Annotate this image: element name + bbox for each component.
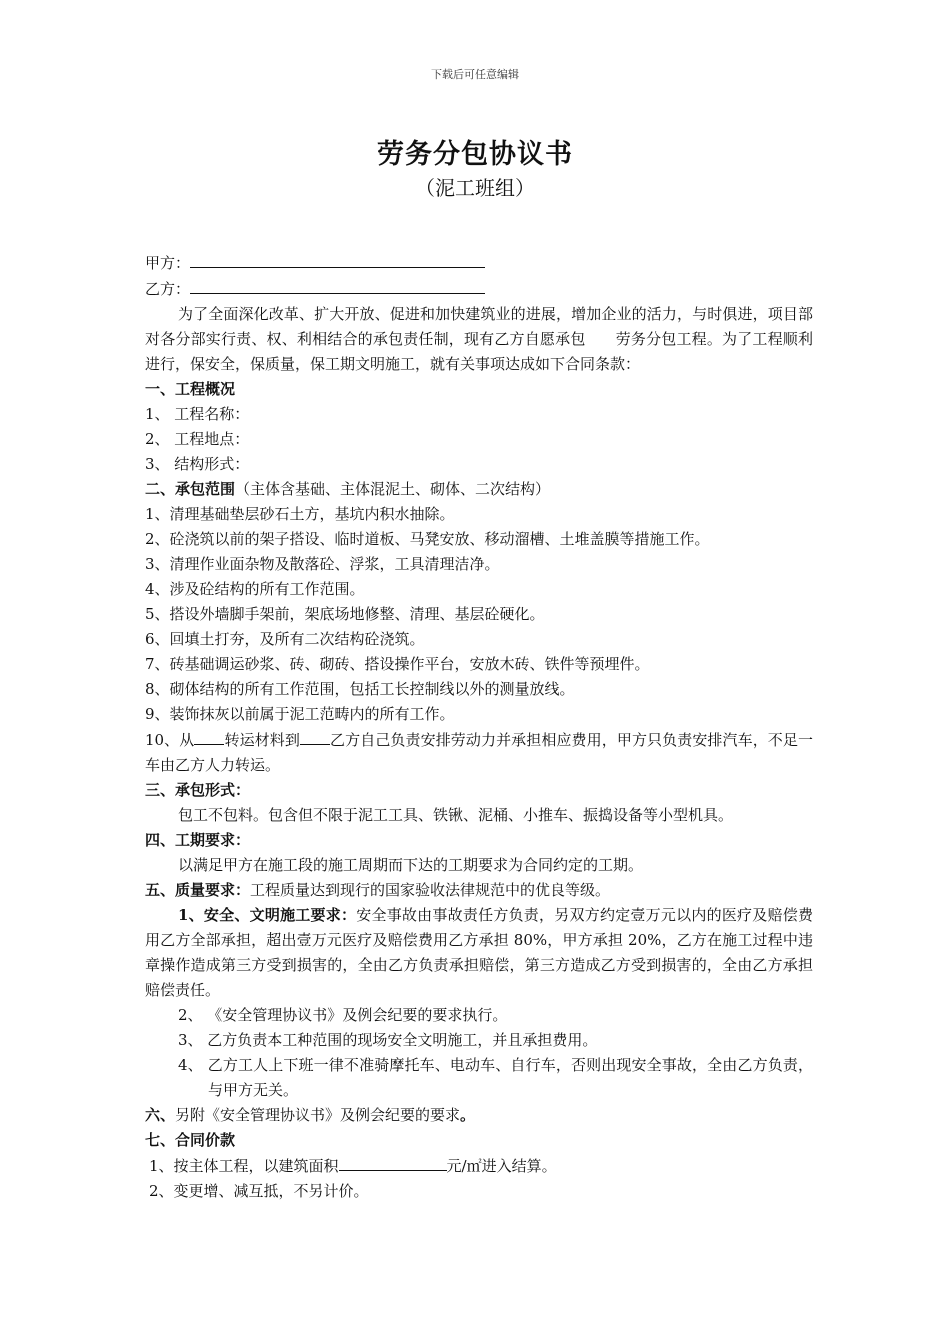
section-5-item-1 [145, 903, 813, 1003]
section-2-heading [145, 477, 813, 502]
section-5-heading [145, 878, 813, 903]
section-1-item-1: 1、 工程名称： [145, 405, 250, 423]
section-2-item: 4、涉及砼结构的所有工作范围。 [145, 580, 365, 598]
section-2-item: 9、装饰抹灰以前属于泥工范畴内的所有工作。 [145, 705, 455, 723]
section-6 [145, 1103, 813, 1128]
section-2-item: 5、搭设外墙脚手架前，架底场地修整、清理、基层砼硬化。 [145, 605, 545, 623]
section-1-title: 一、工程概况 [145, 380, 236, 398]
section-2-item: 8、砌体结构的所有工作范围，包括工长控制线以外的测量放线。 [145, 680, 575, 698]
section-2-item: 1、清理基础垫层砂石土方，基坑内积水抽除。 [145, 505, 455, 523]
item-10-blank-to [300, 727, 330, 745]
party-a-line [145, 250, 813, 276]
section-2-item: 3、清理作业面杂物及散落砼、浮浆，工具清理洁净。 [145, 555, 500, 573]
price-blank [339, 1153, 447, 1171]
section-6-end: 。 [460, 1106, 476, 1124]
party-b-blank [190, 276, 485, 294]
section-6-text: 另附《安全管理协议书》及例会纪要的要求 [175, 1106, 461, 1124]
intro-paragraph [145, 302, 813, 377]
section-2-item: 7、砖基础调运砂浆、砖、砌砖、搭设操作平台，安放木砖、铁件等预埋件。 [145, 655, 650, 673]
section-2-title: 二、承包范围 [145, 480, 236, 498]
section-7-item-2: 2、变更增、减互抵，不另计价。 [149, 1182, 369, 1200]
header-note: 下载后可任意编辑 [431, 68, 519, 81]
party-a-blank [190, 250, 485, 268]
section-1-item-3: 3、 结构形式： [145, 455, 250, 473]
safety-title: 1、安全、文明施工要求： [178, 906, 357, 924]
item-10-text-b: 转运材料到 [224, 731, 300, 749]
item-10-blank-from [194, 727, 224, 745]
section-5-item-2: 2、 《安全管理协议书》及例会纪要的要求执行。 [178, 1006, 508, 1024]
section-4-title: 四、工期要求： [145, 831, 251, 849]
party-b-line [145, 276, 813, 302]
section-5-item-3: 3、 乙方负责本工种范围的现场安全文明施工，并且承担费用。 [178, 1031, 598, 1049]
section-5-text: 工程质量达到现行的国家验收法律规范中的优良等级。 [250, 881, 611, 899]
section-7-item-1 [145, 1153, 813, 1179]
section-4-text: 以满足甲方在施工段的施工周期而下达的工期要求为合同约定的工期。 [178, 856, 644, 874]
party-a-label: 甲方： [145, 254, 191, 272]
section-2-item-10 [145, 727, 813, 778]
item-10-text-c: 乙方自己负责安排劳动力并承担相应费用，甲方只负责安排汽车，不足一车由乙方人力转运。 [145, 731, 813, 774]
price-text-b: 元/㎡进入结算。 [446, 1157, 557, 1175]
intro-text-1: 为了全面深化改革、扩大开放、促进和加快建筑业的进展，增加企业的活力，与时俱进，项目部对各分部实行责、权、利相结合的承包责任制，现有乙方自愿承包 [145, 305, 813, 348]
section-3-text: 包工不包料。包含但不限于泥工工具、铁锹、泥桶、小推车、振捣设备等小型机具。 [178, 806, 734, 824]
intro-text-2: 劳务分包工程。为了工程顺利进行，保安全，保质量，保工期文明施工，就有关事项达成如下合同条款： [145, 330, 813, 373]
section-2-item: 2、砼浇筑以前的架子搭设、临时道板、马凳安放、移动溜槽、土堆盖膜等措施工作。 [145, 530, 710, 548]
section-2-note: （主体含基础、主体混泥土、砌体、二次结构） [235, 480, 551, 498]
document-subtitle: （泥工班组） [415, 176, 535, 200]
party-b-label: 乙方： [145, 280, 191, 298]
section-5-title: 五、质量要求： [145, 881, 251, 899]
section-1-item-2: 2、 工程地点： [145, 430, 250, 448]
contract-body [145, 250, 813, 1204]
document-title: 劳务分包协议书 [377, 139, 573, 170]
item-10-text-a: 10、从 [145, 731, 195, 749]
safety-text: 安全事故由事故责任方负责，另双方约定壹万元以内的医疗及赔偿费用乙方全部承担，超出壹万元医疗及赔偿费用乙方承担 80%，甲方承担 20%，乙方在施工过程中违章操作造成第三方受到损害的，全由乙方负责承担赔偿，第三方造成乙方受到损害的，全由乙方承担赔偿责任。 [145, 906, 813, 999]
section-3-title: 三、承包形式： [145, 781, 251, 799]
section-5-item-4: 4、 乙方工人上下班一律不准骑摩托车、电动车、自行车，否则出现安全事故，全由乙方负责，与甲方无关。 [178, 1056, 813, 1099]
price-text-a: 1、按主体工程，以建筑面积 [149, 1157, 339, 1175]
section-6-label: 六、 [145, 1106, 176, 1124]
section-2-item: 6、回填土打夯，及所有二次结构砼浇筑。 [145, 630, 425, 648]
section-7-title: 七、合同价款 [145, 1131, 236, 1149]
